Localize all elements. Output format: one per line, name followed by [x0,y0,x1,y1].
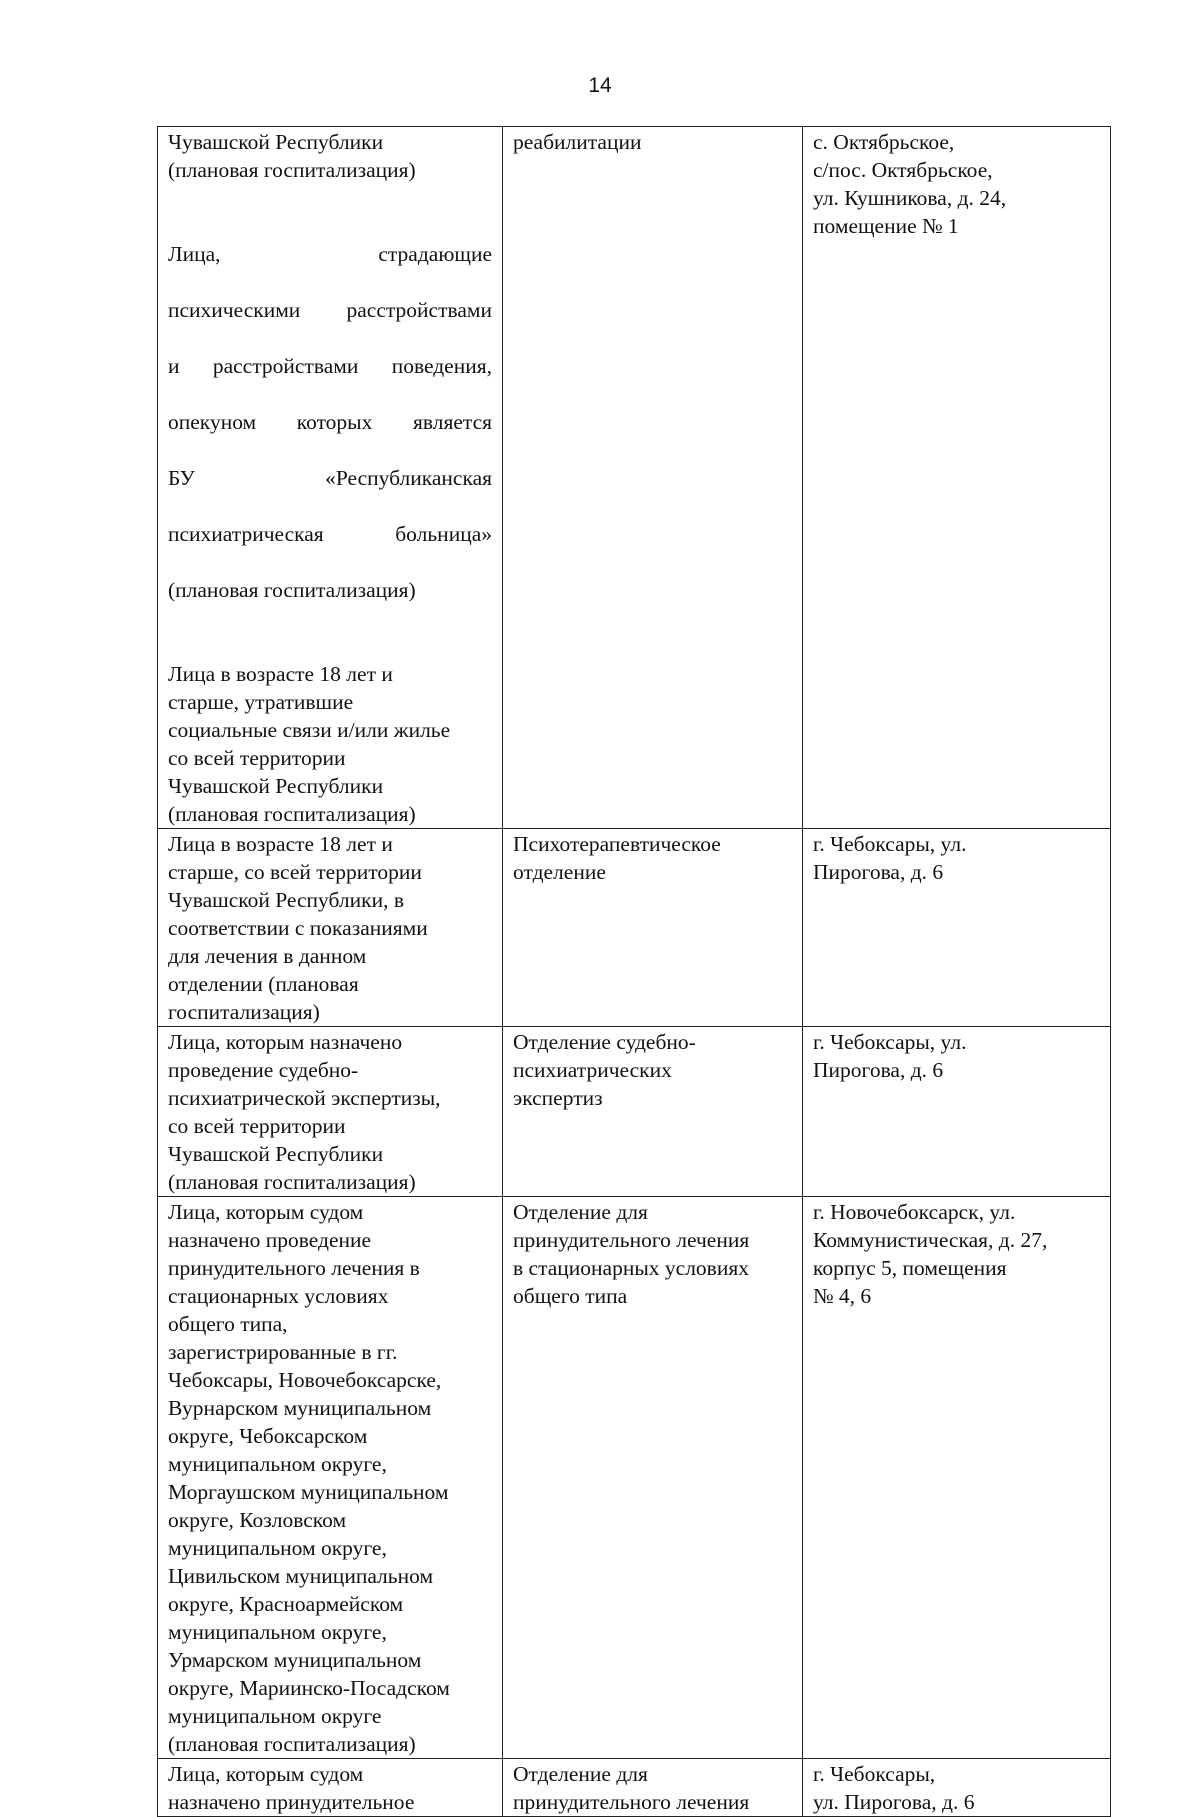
department-cell [503,127,803,829]
hospital-departments-table [157,126,1111,1817]
patient-category-text: Лица в возрасте 18 лет и старше, со всей территории Чувашской Республики, в соответствии с показаниями для лечения в данном отделении (плановая госпитализация) [168,832,428,1024]
department-text: Отделение для принудительного лечения в стационарных условиях общего типа [513,1200,750,1308]
department-text: реабилитации [513,130,642,154]
patient-category-text: Лица, которым назначено проведение судебно- психиатрической экспертизы, со всей территории Чувашской Республики (плановая госпитализация) [168,1030,441,1194]
justified-line: БУ «Республиканская [168,466,492,490]
patient-category-text: Лица, которым судом назначено принудительное [168,1762,415,1814]
department-text: Отделение для принудительного лечения [513,1762,750,1814]
address-text: г. Новочебоксарск, ул. Коммунистическая, д. 27, корпус 5, помещения № 4, 6 [813,1200,1048,1308]
page-number: 14 [588,74,612,97]
justified-line: и расстройствами поведения, [168,354,492,378]
department-cell [503,1027,803,1197]
address-cell [803,1197,1111,1759]
table-row [158,1759,1111,1817]
table-row [158,127,1111,829]
patient-category-text: Чувашской Республики (плановая госпитализация) [168,130,416,182]
address-cell [803,127,1111,829]
address-text: г. Чебоксары, ул. Пирогова, д. 6 [813,1762,975,1814]
patient-category-text: Лица в возрасте 18 лет и старше, утратившие социальные связи и/или жилье со всей территории Чувашской Республики (плановая госпитализация) [168,662,451,826]
patient-category-text-justified [168,212,492,632]
address-cell [803,829,1111,1027]
justified-line: Лица, страдающие [168,242,492,266]
patient-category-cell [158,1197,503,1759]
justified-line: психическими расстройствами [168,298,492,322]
department-cell [503,1197,803,1759]
justified-line: (плановая госпитализация) [168,578,416,602]
patient-category-text: Лица, которым судом назначено проведение принудительного лечения в стационарных условиях общего типа, зарегистрированные в гг. Чебоксары, Новочебоксарске, Вурнарском муниципальном округе, Чебоксарском муниципальном округе, Моргаушском муниципальном округе, Козловском муниципальном округе, Цивильском муниципальном округе, Красноармейском муниципальном округе, Урмарском муниципальном округе, Мариинско-Посадском муниципальном округе (плановая госпитализация) [168,1200,450,1756]
table-row [158,1197,1111,1759]
justified-line: опекуном которых является [168,410,492,434]
justified-line: психиатрическая больница» [168,522,492,546]
patient-category-cell [158,1027,503,1197]
department-text: Психотерапевтическое отделение [513,832,721,884]
table-row [158,829,1111,1027]
address-text: с. Октябрьское, с/пос. Октябрьское, ул. Кушникова, д. 24, помещение № 1 [813,130,1007,238]
address-text: г. Чебоксары, ул. Пирогова, д. 6 [813,832,967,884]
address-cell [803,1759,1111,1817]
address-cell [803,1027,1111,1197]
patient-category-cell [158,1759,503,1817]
table-row [158,1027,1111,1197]
department-text: Отделение судебно- психиатрических экспертиз [513,1030,696,1110]
patient-category-cell [158,829,503,1027]
patient-category-cell [158,127,503,829]
department-cell [503,829,803,1027]
department-cell [503,1759,803,1817]
address-text: г. Чебоксары, ул. Пирогова, д. 6 [813,1030,967,1082]
